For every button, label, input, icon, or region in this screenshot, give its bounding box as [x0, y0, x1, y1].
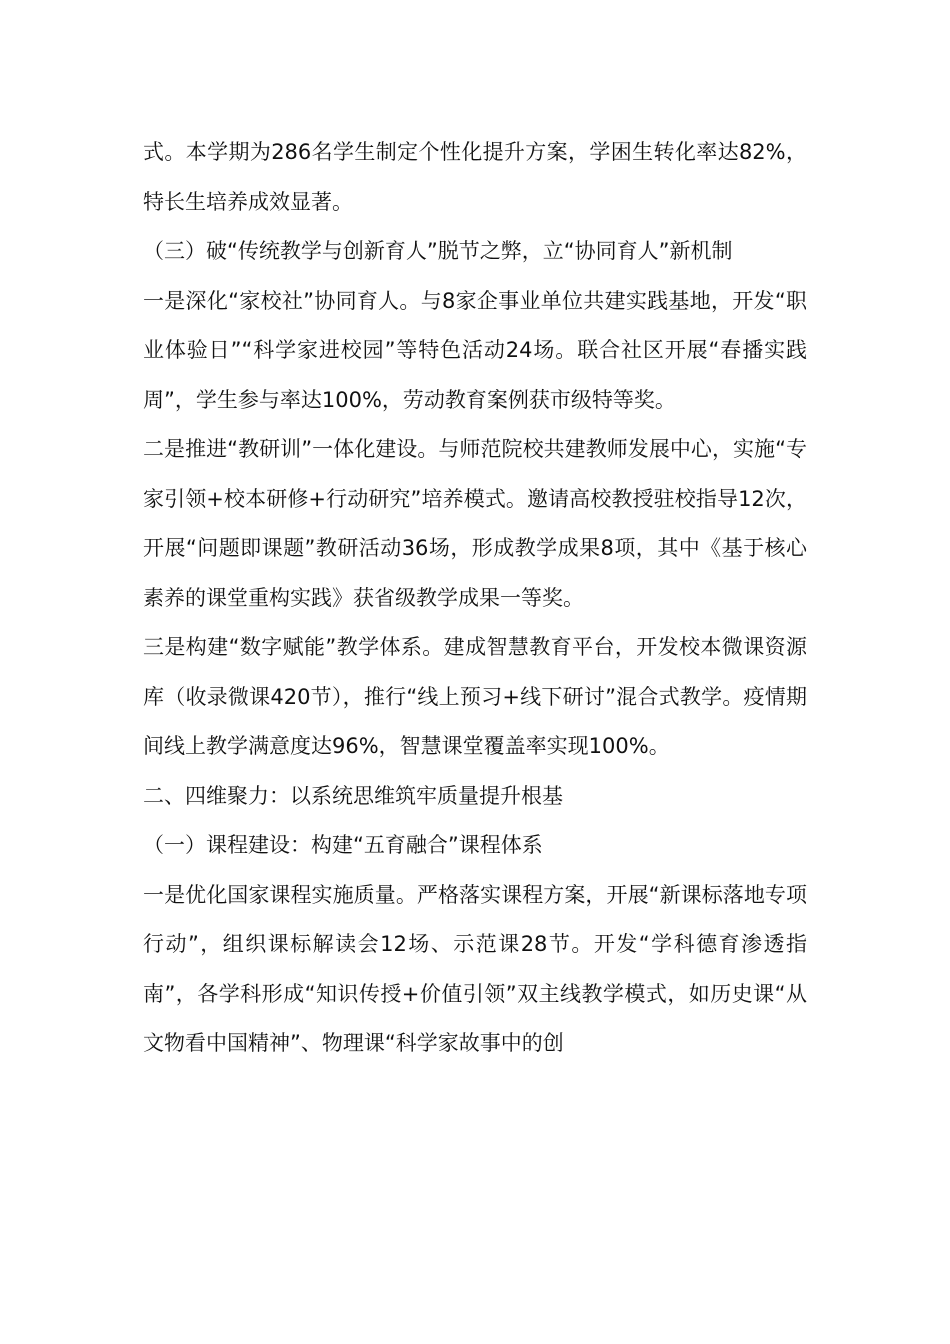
chapter-heading-2: 二、四维聚力：以系统思维筑牢质量提升根基: [143, 783, 563, 808]
document-body: [143, 128, 807, 1069]
paragraph-home-school-community: 一是深化“家校社”协同育人。与8家企事业单位共建实践基地，开发“职业体验日”“科学家进校园”等特色活动24场。联合社区开展“春播实践周”，学生参与率达100%，劳动教育案例获市级特等奖。: [143, 288, 807, 412]
section-heading-3: （三）破“传统教学与创新育人”脱节之弊，立“协同育人”新机制: [143, 239, 733, 263]
paragraph-national-curriculum: 一是优化国家课程实施质量。严格落实课程方案，开展“新课标落地专项行动”，组织课标解读会12场、示范课28节。开发“学科德育渗透指南”，各学科形成“知识传授+价值引领”双主线教学模式，如历史课“从文物看中国精神”、物理课“科学家故事中的创: [143, 882, 807, 1055]
paragraph-teaching-research: 二是推进“教研训”一体化建设。与师范院校共建教师发展中心，实施“专家引领+校本研修+行动研究”培养模式。邀请高校教授驻校指导12次，开展“问题即课题”教研活动36场，形成教学成果8项，其中《基于核心素养的课堂重构实践》获省级教学成果一等奖。: [143, 437, 807, 610]
section-heading-1: （一）课程建设：构建“五育融合”课程体系: [143, 833, 543, 857]
paragraph-continuation: 式。本学期为286名学生制定个性化提升方案，学困生转化率达82%，特长生培养成效显著。: [143, 140, 807, 214]
paragraph-digital-teaching: 三是构建“数字赋能”教学体系。建成智慧教育平台，开发校本微课资源库（收录微课420节），推行“线上预习+线下研讨”混合式教学。疫情期间线上教学满意度达96%，智慧课堂覆盖率实现100%。: [143, 635, 807, 758]
